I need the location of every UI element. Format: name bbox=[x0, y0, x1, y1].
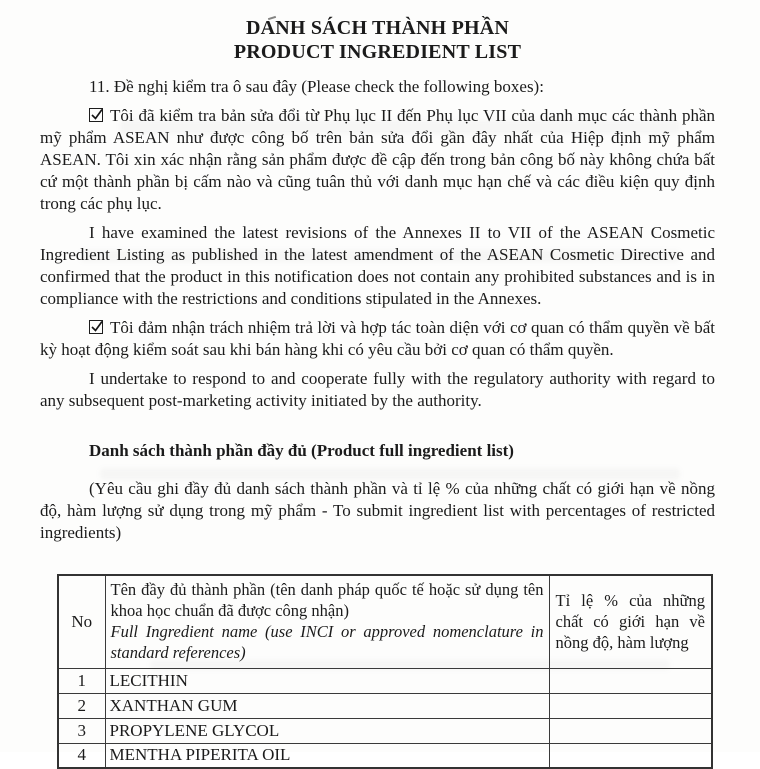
ingredient-table-body bbox=[58, 668, 712, 768]
column-header-ingredient-name bbox=[105, 575, 549, 668]
ingredient-number-cell: 2 bbox=[58, 693, 105, 718]
checked-checkbox-icon bbox=[89, 108, 103, 122]
ingredient-percentage-cell bbox=[549, 668, 712, 693]
declaration-2-english: I undertake to respond to and cooperate fully with the regulatory authority with regard to any subsequent post-marketing activity initiated by the authority. bbox=[40, 369, 715, 410]
column-header-percentage: Tỉ lệ % của những chất có giới hạn về nồng độ, hàm lượng bbox=[549, 575, 712, 668]
ingredient-name-cell: XANTHAN GUM bbox=[105, 693, 549, 718]
ingredient-table-row bbox=[58, 693, 712, 718]
ingredient-table-row bbox=[58, 743, 712, 768]
declaration-2-vietnamese bbox=[40, 317, 715, 361]
ingredient-list-note: (Yêu cầu ghi đầy đủ danh sách thành phần và tỉ lệ % của những chất có giới hạn về nồng độ, hàm lượng sử dụng trong mỹ phẩm - To submit ingredient list with percentages of restricted ingredients) bbox=[40, 479, 715, 542]
ingredient-percentage-cell bbox=[549, 693, 712, 718]
document-title-vietnamese: DANH SÁCH THÀNH PHẦN bbox=[245, 17, 510, 39]
item-11-instruction: 11. Đề nghị kiểm tra ô sau đây (Please check the following boxes): bbox=[89, 77, 544, 96]
ingredient-name-cell: LECITHIN bbox=[105, 668, 549, 693]
ingredient-percentage-cell bbox=[549, 743, 712, 768]
ingredient-list-section-heading: Danh sách thành phần đầy đủ (Product full ingredient list) bbox=[89, 441, 514, 460]
checked-checkbox-icon bbox=[89, 320, 103, 334]
ingredient-table-row bbox=[58, 668, 712, 693]
ingredient-name-cell: PROPYLENE GLYCOL bbox=[105, 718, 549, 743]
column-header-ingredient-name-english: Full Ingredient name (use INCI or approved nomenclature in standard references) bbox=[110, 622, 544, 663]
ingredient-number-cell: 4 bbox=[58, 743, 105, 768]
declaration-1-english: I have examined the latest revisions of the Annexes II to VII of the ASEAN Cosmetic Ingredient Listing as published in the latest amendment of the ASEAN Cosmetic Directive and confirmed that the product in this notification does not contain any prohibited substances and is in compliance with the restrictions and conditions stipulated in the Annexes. bbox=[40, 223, 715, 308]
declaration-1-vietnamese bbox=[40, 105, 715, 215]
ingredient-number-cell: 1 bbox=[58, 668, 105, 693]
column-header-ingredient-name-vietnamese: Tên đầy đủ thành phần (tên danh pháp quốc tế hoặc sử dụng tên khoa học chuẩn đã được công nhận) bbox=[110, 580, 544, 621]
document-title bbox=[40, 16, 715, 64]
declaration-1-vietnamese-text: Tôi đã kiểm tra bản sửa đổi từ Phụ lục II đến Phụ lục VII của danh mục các thành phần mỹ phẩm ASEAN như được công bố trên bản sửa đổi gần đây nhất của Hiệp định mỹ phẩm ASEAN. Tôi xin xác nhận rằng sản phẩm được đề cập đến trong bản công bố này không chứa bất cứ một thành phần bị cấm nào và cũng tuân thủ với danh mục hạn chế và các điều kiện quy định trong các phụ lục. bbox=[40, 106, 715, 213]
ingredient-name-cell: MENTHA PIPERITA OIL bbox=[105, 743, 549, 768]
ingredient-table-header-row bbox=[58, 575, 712, 668]
column-header-no: No bbox=[58, 575, 105, 668]
declaration-2-vietnamese-text: Tôi đảm nhận trách nhiệm trả lời và hợp tác toàn diện với cơ quan có thẩm quyền về bất kỳ hoạt động kiểm soát sau khi bán hàng khi có yêu cầu bởi cơ quan có thẩm quyền. bbox=[40, 318, 715, 359]
ingredient-percentage-cell bbox=[549, 718, 712, 743]
ingredient-table bbox=[57, 574, 713, 769]
ingredient-table-row bbox=[58, 718, 712, 743]
ingredient-number-cell: 3 bbox=[58, 718, 105, 743]
document-title-english: PRODUCT INGREDIENT LIST bbox=[233, 41, 522, 63]
